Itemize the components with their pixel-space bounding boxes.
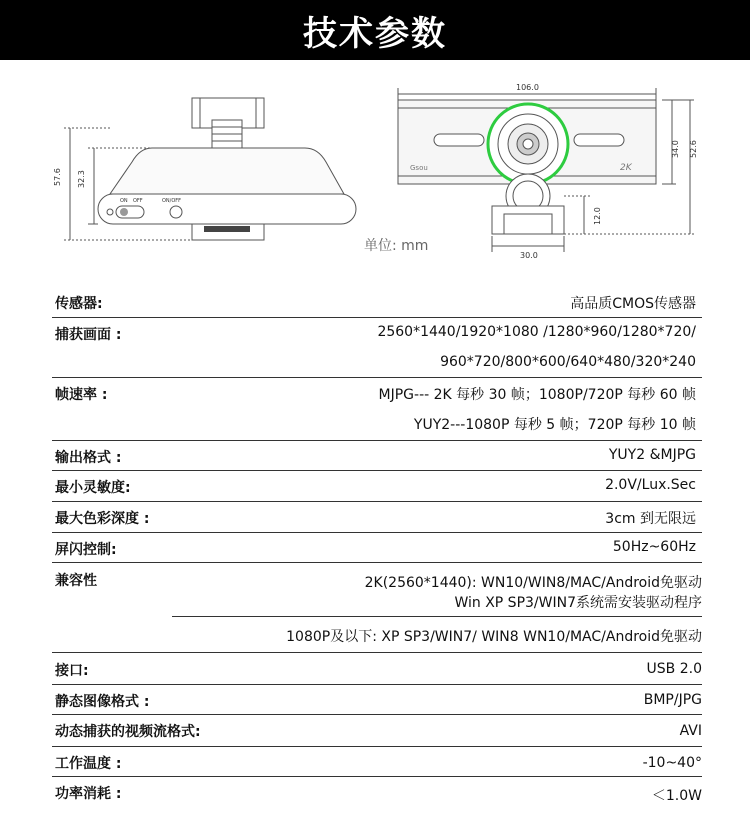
spec-row-compatibility bbox=[52, 563, 702, 653]
front-width-label: 106.0 bbox=[516, 83, 539, 92]
spec-value: 2.0V/Lux.Sec bbox=[605, 477, 696, 493]
spec-row-sensitivity bbox=[52, 471, 702, 502]
spec-value: AVI bbox=[679, 723, 702, 739]
front-total-height-label: 52.6 bbox=[689, 140, 698, 158]
spec-value: MJPG--- 2K 每秒 30 帧；1080P/720P 每秒 60 帧 bbox=[378, 387, 696, 403]
clip-height-label: 12.0 bbox=[593, 207, 602, 225]
base-width-label: 30.0 bbox=[520, 251, 538, 260]
spec-row-power bbox=[52, 777, 702, 807]
spec-value: 50Hz~60Hz bbox=[612, 539, 696, 555]
front-body-height-label: 34.0 bbox=[671, 140, 680, 158]
spec-value: BMP/JPG bbox=[643, 692, 702, 708]
spec-label: 工作温度 : bbox=[55, 756, 122, 772]
side-total-height-label: 57.6 bbox=[53, 168, 62, 186]
spec-label: 捕获画面 : bbox=[55, 327, 122, 343]
spec-value: USB 2.0 bbox=[646, 661, 702, 677]
spec-value: YUY2 &MJPG bbox=[608, 447, 696, 463]
spec-label: 接口: bbox=[55, 663, 89, 679]
spec-label: 最小灵敏度: bbox=[55, 480, 131, 496]
spec-row-temperature bbox=[52, 747, 702, 777]
front-view-drawing bbox=[398, 88, 694, 252]
inner-divider bbox=[172, 616, 702, 617]
2k-badge: 2K bbox=[620, 163, 632, 173]
spec-row-image-format bbox=[52, 685, 702, 715]
spec-row-sensor bbox=[52, 287, 702, 318]
header-bar bbox=[0, 0, 750, 60]
spec-row-interface bbox=[52, 653, 702, 685]
unit-label: 单位: mm bbox=[364, 238, 429, 254]
mic-switch-label: ON/OFF bbox=[162, 198, 182, 204]
spec-label: 动态捕获的视频流格式: bbox=[55, 724, 201, 740]
spec-label: 屏闪控制: bbox=[55, 542, 117, 558]
spec-value: -10~40° bbox=[642, 755, 702, 771]
spec-label: 输出格式 : bbox=[55, 450, 122, 466]
spec-value: 960*720/800*600/640*480/320*240 bbox=[440, 354, 696, 370]
spec-label: 兼容性 bbox=[55, 573, 97, 589]
spec-value: Win XP SP3/WIN7系统需安装驱动程序 bbox=[454, 595, 702, 611]
page-title: 技术参数 bbox=[303, 13, 447, 54]
spec-label: 传感器: bbox=[55, 296, 103, 312]
spec-row-flicker bbox=[52, 533, 702, 563]
spec-label: 帧速率 : bbox=[55, 387, 108, 403]
spec-row-color-depth bbox=[52, 502, 702, 533]
side-view-drawing bbox=[64, 98, 356, 240]
switch-on-label: ON bbox=[120, 198, 128, 204]
brand-logo: Gsou bbox=[410, 164, 428, 172]
spec-value: YUY2---1080P 每秒 5 帧；720P 每秒 10 帧 bbox=[413, 417, 696, 433]
spec-label: 静态图像格式 : bbox=[55, 694, 150, 710]
side-body-height-label: 32.3 bbox=[77, 170, 86, 188]
spec-value: ＜1.0W bbox=[651, 788, 702, 804]
switch-off-label: OFF bbox=[133, 198, 143, 204]
spec-row-framerate bbox=[52, 378, 702, 441]
spec-label: 功率消耗 : bbox=[55, 786, 122, 802]
spec-table bbox=[52, 287, 702, 807]
spec-value: 高品质CMOS传感器 bbox=[570, 296, 696, 312]
spec-row-resolution bbox=[52, 318, 702, 378]
spec-value: 1080P及以下: XP SP3/WIN7/ WIN8 WN10/MAC/Android免驱动 bbox=[286, 629, 702, 645]
spec-label: 最大色彩深度 : bbox=[55, 511, 150, 527]
spec-value: 3cm 到无限远 bbox=[605, 511, 696, 527]
spec-value: 2560*1440/1920*1080 /1280*960/1280*720/ bbox=[377, 324, 696, 340]
spec-row-video-format bbox=[52, 715, 702, 747]
spec-value: 2K(2560*1440): WN10/WIN8/MAC/Android免驱动 bbox=[364, 575, 702, 591]
spec-row-output bbox=[52, 441, 702, 471]
